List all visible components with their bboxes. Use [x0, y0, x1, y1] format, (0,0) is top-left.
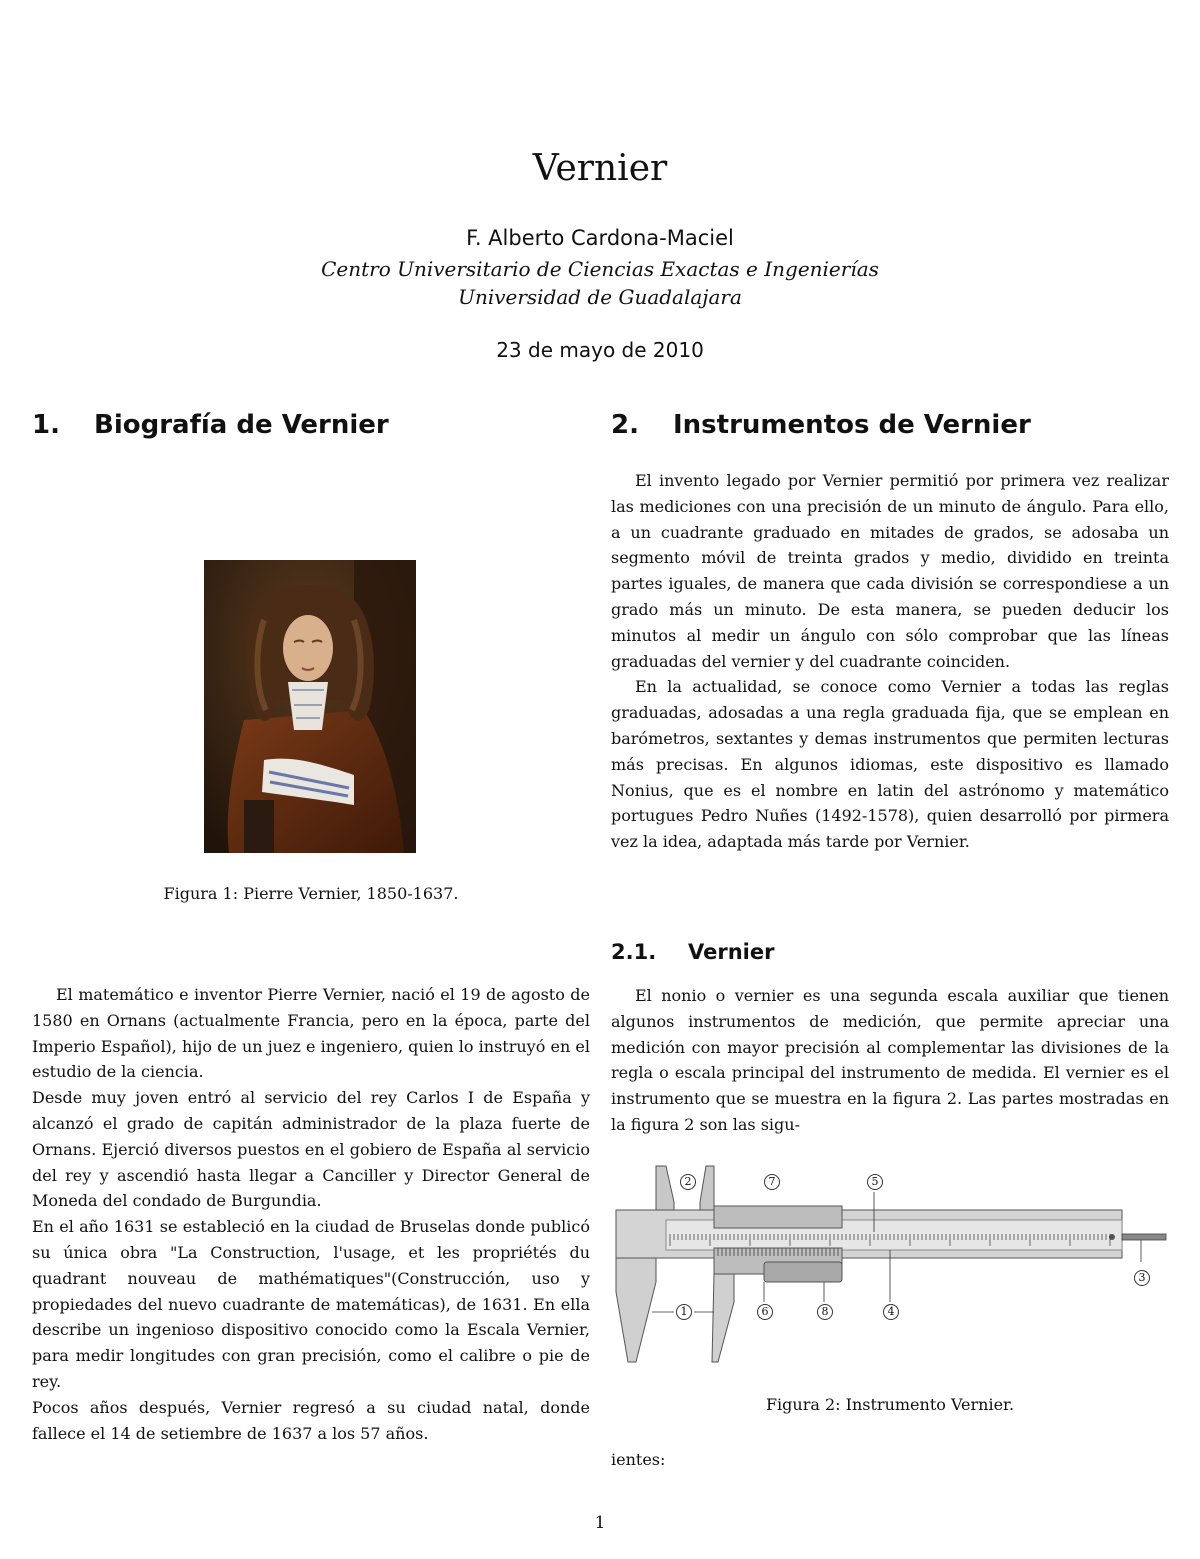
subsection-number: 2.1.: [611, 940, 657, 964]
callout-4: 4: [883, 1304, 899, 1320]
paragraph: En el año 1631 se estableció en la ciudad de Bruselas donde publicó su única obra "La Construction, l'usage, et les propriétés du quadrant nouveau de mathématiques"(Construcción, uso y propiedades del nuevo cuadrante de matemáticas), de 1631. En ella describe un ingenioso dispositivo conocido como la Escala Vernier, para medir longitudes con gran precisión, como el calibre o pie de rey.: [32, 1217, 590, 1391]
paper-title: Vernier: [532, 148, 668, 189]
page-number: 1: [594, 1513, 606, 1533]
paragraph: El nonio o vernier es una segunda escala auxiliar que tienen algunos instrumentos de medición, que permite apreciar una medición con mayor precisión al complementar las divisiones de la regla o escala principal del instrumento de medida. El vernier es el instrumento que se muestra en la figura 2. Las partes mostradas en la figura 2 son las sigu-: [611, 986, 1169, 1134]
section-number: 1.: [32, 410, 60, 440]
callout-7: 7: [764, 1174, 780, 1190]
publication-date: 23 de mayo de 2010: [496, 338, 704, 362]
portrait-figure: [204, 560, 416, 853]
biography-text: [32, 982, 590, 1446]
instruments-text: [611, 468, 1169, 855]
callout-6: 6: [757, 1304, 773, 1320]
callout-2: 2: [680, 1174, 696, 1190]
paragraph: El matemático e inventor Pierre Vernier, nació el 19 de agosto de 1580 en Ornans (actualmente Francia, pero en la época, parte del Imperio Español), hijo de un juez e ingeniero, quien lo instruyó en el estudio de la ciencia.: [32, 985, 590, 1082]
caliper-diagram: [614, 1162, 1170, 1372]
subsection-title: Vernier: [688, 940, 775, 964]
section-number: 2.: [611, 410, 639, 440]
continuation-text: ientes:: [611, 1450, 666, 1469]
figure-2-caption: Figura 2: Instrumento Vernier.: [765, 1395, 1015, 1414]
section-title: Instrumentos de Vernier: [673, 410, 1031, 440]
callout-1: 1: [676, 1304, 692, 1320]
caliper-figure: [614, 1162, 1170, 1372]
section-1-heading: [32, 410, 389, 440]
paragraph: Pocos años después, Vernier regresó a su ciudad natal, donde fallece el 14 de setiembre de 1637 a los 57 años.: [32, 1397, 590, 1443]
subsection-2-1-heading: [611, 940, 774, 964]
callout-3: 3: [1134, 1270, 1150, 1286]
section-2-heading: [611, 410, 1031, 440]
figure-1-caption: Figura 1: Pierre Vernier, 1850-1637.: [163, 884, 459, 903]
portrait-image: [204, 560, 416, 853]
callout-8: 8: [817, 1304, 833, 1320]
callout-5: 5: [867, 1174, 883, 1190]
vernier-text: [611, 983, 1169, 1138]
paragraph: Desde muy joven entró al servicio del rey Carlos I de España y alcanzó el grado de capitán administrador de la plaza fuerte de Ornans. Ejerció diversos puestos en el gobiero de España al servicio del rey y ascendió hasta llegar a Canciller y Director General de Moneda del condado de Burgundia.: [32, 1088, 590, 1211]
section-title: Biografía de Vernier: [94, 410, 389, 440]
affiliation-line-1: Centro Universitario de Ciencias Exactas e Ingenierías: [321, 257, 879, 281]
author-name: F. Alberto Cardona-Maciel: [466, 226, 734, 250]
paragraph: En la actualidad, se conoce como Vernier a todas las reglas graduadas, adosadas a una regla graduada fija, que se emplean en barómetros, sextantes y demas instrumentos que permiten lecturas más precisas. En algunos idiomas, este dispositivo es llamado Nonius, que es el nombre en latin del astrónomo y matemático portugues Pedro Nuñes (1492-1578), quien desarrolló por pirmera vez la idea, adaptada más tarde por Vernier.: [611, 677, 1169, 852]
affiliation-line-2: Universidad de Guadalajara: [458, 285, 742, 309]
paragraph: El invento legado por Vernier permitió por primera vez realizar las mediciones con una precisión de un minuto de ángulo. Para ello, a un cuadrante graduado en mitades de grados, se adosaba un segmento móvil de treinta grados y medio, dividido en treinta partes iguales, de manera que cada división se correspondiese a un grado más un minuto. De esta manera, se pueden deducir los minutos al medir un ángulo con sólo comprobar que las líneas graduadas del vernier y del cuadrante coinciden.: [611, 471, 1169, 671]
